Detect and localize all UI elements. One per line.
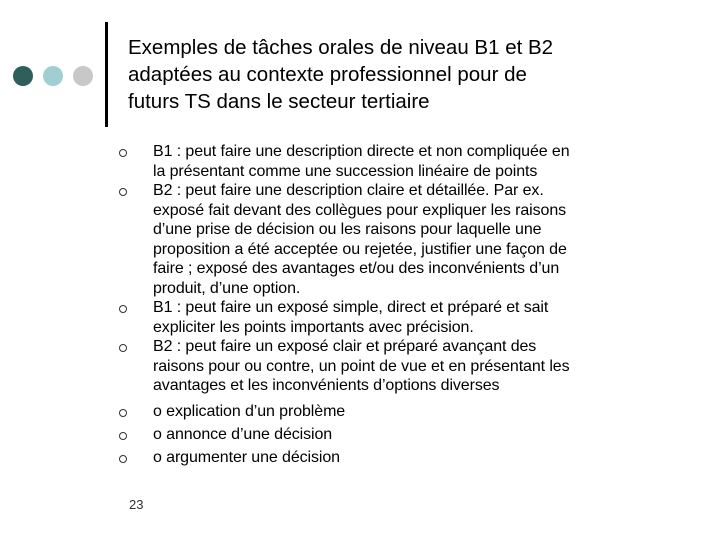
hollow-circle-bullet-icon: [119, 455, 127, 463]
hollow-circle-bullet-icon: [119, 149, 127, 157]
bullet-line: proposition a été acceptée ou rejetée, justifier une façon de: [153, 240, 567, 258]
page-number: 23: [129, 497, 144, 512]
list-item: [118, 337, 678, 395]
bullet-line: produit, d’une option.: [153, 279, 301, 297]
bullet-line: raisons pour ou contre, un point de vue et en présentant les: [153, 357, 570, 375]
bullet-line: B2 : peut faire une description claire et détaillée. Par ex.: [153, 182, 544, 199]
hollow-circle-bullet-icon: [119, 188, 127, 196]
dark-teal-dot-icon: [13, 66, 33, 86]
bullet-text: [153, 337, 678, 396]
bullet-text: [153, 402, 678, 422]
bullet-text: [153, 142, 678, 181]
bullet-line: o argumenter une décision: [153, 449, 340, 466]
bullet-line: B1 : peut faire une description directe et non compliquée en: [153, 143, 570, 160]
light-teal-dot-icon: [43, 66, 63, 86]
list-item: [118, 425, 678, 448]
decorative-dots: [13, 66, 95, 86]
title-line: Exemples de tâches orales de niveau B1 et B2: [128, 36, 554, 59]
bullet-line: avantages et les inconvénients d’options diverses: [153, 377, 500, 394]
title-line: adaptées au contexte professionnel pour de: [128, 63, 527, 86]
gray-dot-icon: [73, 66, 93, 86]
list-item: [118, 298, 678, 337]
bullet-line: d’une prise de décision ou les raisons pour laquelle une: [153, 221, 542, 238]
hollow-circle-bullet-icon: [119, 305, 127, 313]
list-item: [118, 402, 678, 425]
hollow-circle-bullet-icon: [119, 344, 127, 352]
bullet-line: faire ; exposé des avantages et/ou des inconvénients d’un: [153, 260, 560, 277]
slide-title: [128, 34, 708, 115]
list-item: [118, 142, 678, 181]
bullet-line: o explication d’un problème: [153, 403, 346, 420]
bullet-line: B1 : peut faire un exposé simple, direct et préparé et sait: [153, 299, 549, 316]
hollow-circle-bullet-icon: [119, 432, 127, 440]
bullet-line: B2 : peut faire un exposé clair et préparé avançant des: [153, 338, 537, 355]
bullet-text: [153, 181, 678, 298]
list-item: [118, 181, 678, 298]
list-item: [118, 448, 678, 471]
bullet-line: la présentant comme une succession linéaire de points: [153, 162, 538, 180]
bullet-line: exposé fait devant des collègues pour expliquer les raisons: [153, 201, 567, 219]
bullet-list: [118, 142, 678, 471]
bullet-line: expliciter les points importants avec précision.: [153, 318, 474, 336]
bullet-line: o annonce d’une décision: [153, 426, 333, 443]
bullet-text: [153, 298, 678, 337]
bullet-text: [153, 448, 678, 468]
title-line: futurs TS dans le secteur tertiaire: [128, 90, 430, 113]
hollow-circle-bullet-icon: [119, 409, 127, 417]
bullet-text: [153, 425, 678, 445]
title-divider-bar: [105, 22, 108, 127]
